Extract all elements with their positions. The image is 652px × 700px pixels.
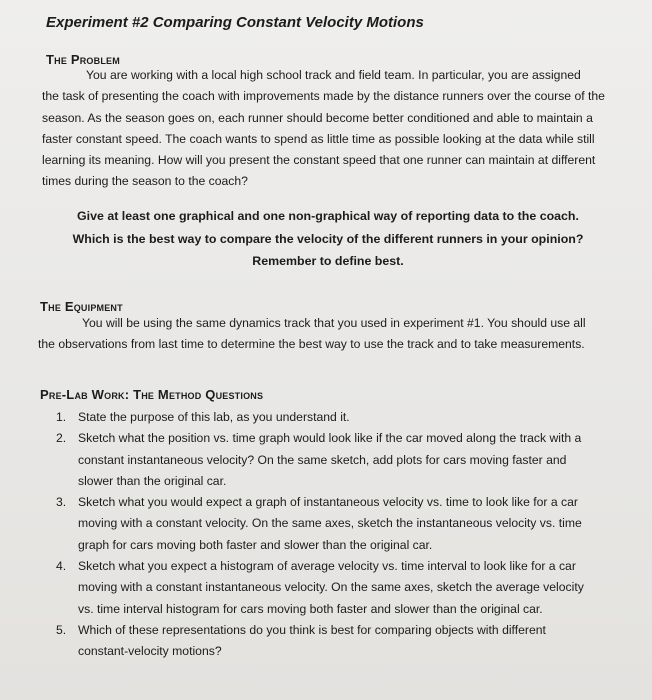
problem-line: You are working with a local high school track and field team. In particular, you are assigned <box>86 68 581 82</box>
prelab-heading: Pre-Lab Work: The Method Questions <box>40 387 264 402</box>
question-line: moving with a constant velocity. On the same axes, sketch the instantaneous velocity vs. time <box>78 516 582 531</box>
question-number: 4. <box>56 559 67 574</box>
question-line: State the purpose of this lab, as you understand it. <box>78 410 350 424</box>
question-item <box>56 556 616 620</box>
question-line: moving with a constant instantaneous velocity. On the same axes, sketch the average velocity <box>78 580 584 595</box>
problem-line: faster constant speed. The coach wants to spend as little time as possible looking at the data while still <box>42 131 595 146</box>
question-line: Sketch what you expect a histogram of average velocity vs. time interval to look like for a car <box>78 559 576 574</box>
equipment-heading: The Equipment <box>40 299 123 314</box>
question-line: vs. time interval histogram for cars moving both faster and slower than the original car. <box>78 601 543 616</box>
problem-paragraph <box>42 65 622 193</box>
question-line: Which of these representations do you think is best for comparing objects with different <box>78 622 546 637</box>
question-number: 2. <box>56 431 67 446</box>
equipment-line: the observations from last time to determine the best way to use the track and to take measurements. <box>38 337 585 352</box>
question-number: 3. <box>56 495 67 510</box>
question-line: Sketch what you would expect a graph of instantaneous velocity vs. time to look like for a car <box>78 495 578 510</box>
emphasis-line: Which is the best way to compare the velocity of the different runners in your opinion? <box>72 231 584 246</box>
question-line: constant-velocity motions? <box>78 644 222 659</box>
problem-line: the task of presenting the coach with improvements made by the distance runners over the course of the <box>42 89 605 104</box>
question-line: constant instantaneous velocity? On the same sketch, add plots for cars moving faster and <box>78 452 567 467</box>
question-item <box>56 407 616 428</box>
problem-line: season. As the season goes on, each runner should become better conditioned and able to maintain a <box>42 110 593 125</box>
question-line: graph for cars moving both faster and slower than the original car. <box>78 537 433 552</box>
equipment-paragraph <box>38 313 622 356</box>
problem-emphasis <box>40 205 616 273</box>
question-line: Sketch what the position vs. time graph would look like if the car moved along the track with a <box>78 431 582 446</box>
question-number: 5. <box>56 622 67 637</box>
question-item <box>56 428 616 492</box>
question-number: 1. <box>56 410 67 424</box>
problem-line: times during the season to the coach? <box>42 174 248 189</box>
question-item <box>56 620 616 663</box>
problem-line: learning its meaning. How will you present the constant speed that one runner can maintain at different <box>42 153 596 168</box>
question-list <box>56 407 616 663</box>
document-title: Experiment #2 Comparing Constant Velocity Motions <box>46 14 424 31</box>
question-item <box>56 492 616 556</box>
emphasis-line: Remember to define best. <box>252 254 404 268</box>
question-line: slower than the original car. <box>78 473 227 488</box>
problem-heading: The Problem <box>46 52 120 67</box>
equipment-line: You will be using the same dynamics track that you used in experiment #1. You should use all <box>82 316 586 330</box>
emphasis-line: Give at least one graphical and one non-graphical way of reporting data to the coach. <box>77 209 579 223</box>
